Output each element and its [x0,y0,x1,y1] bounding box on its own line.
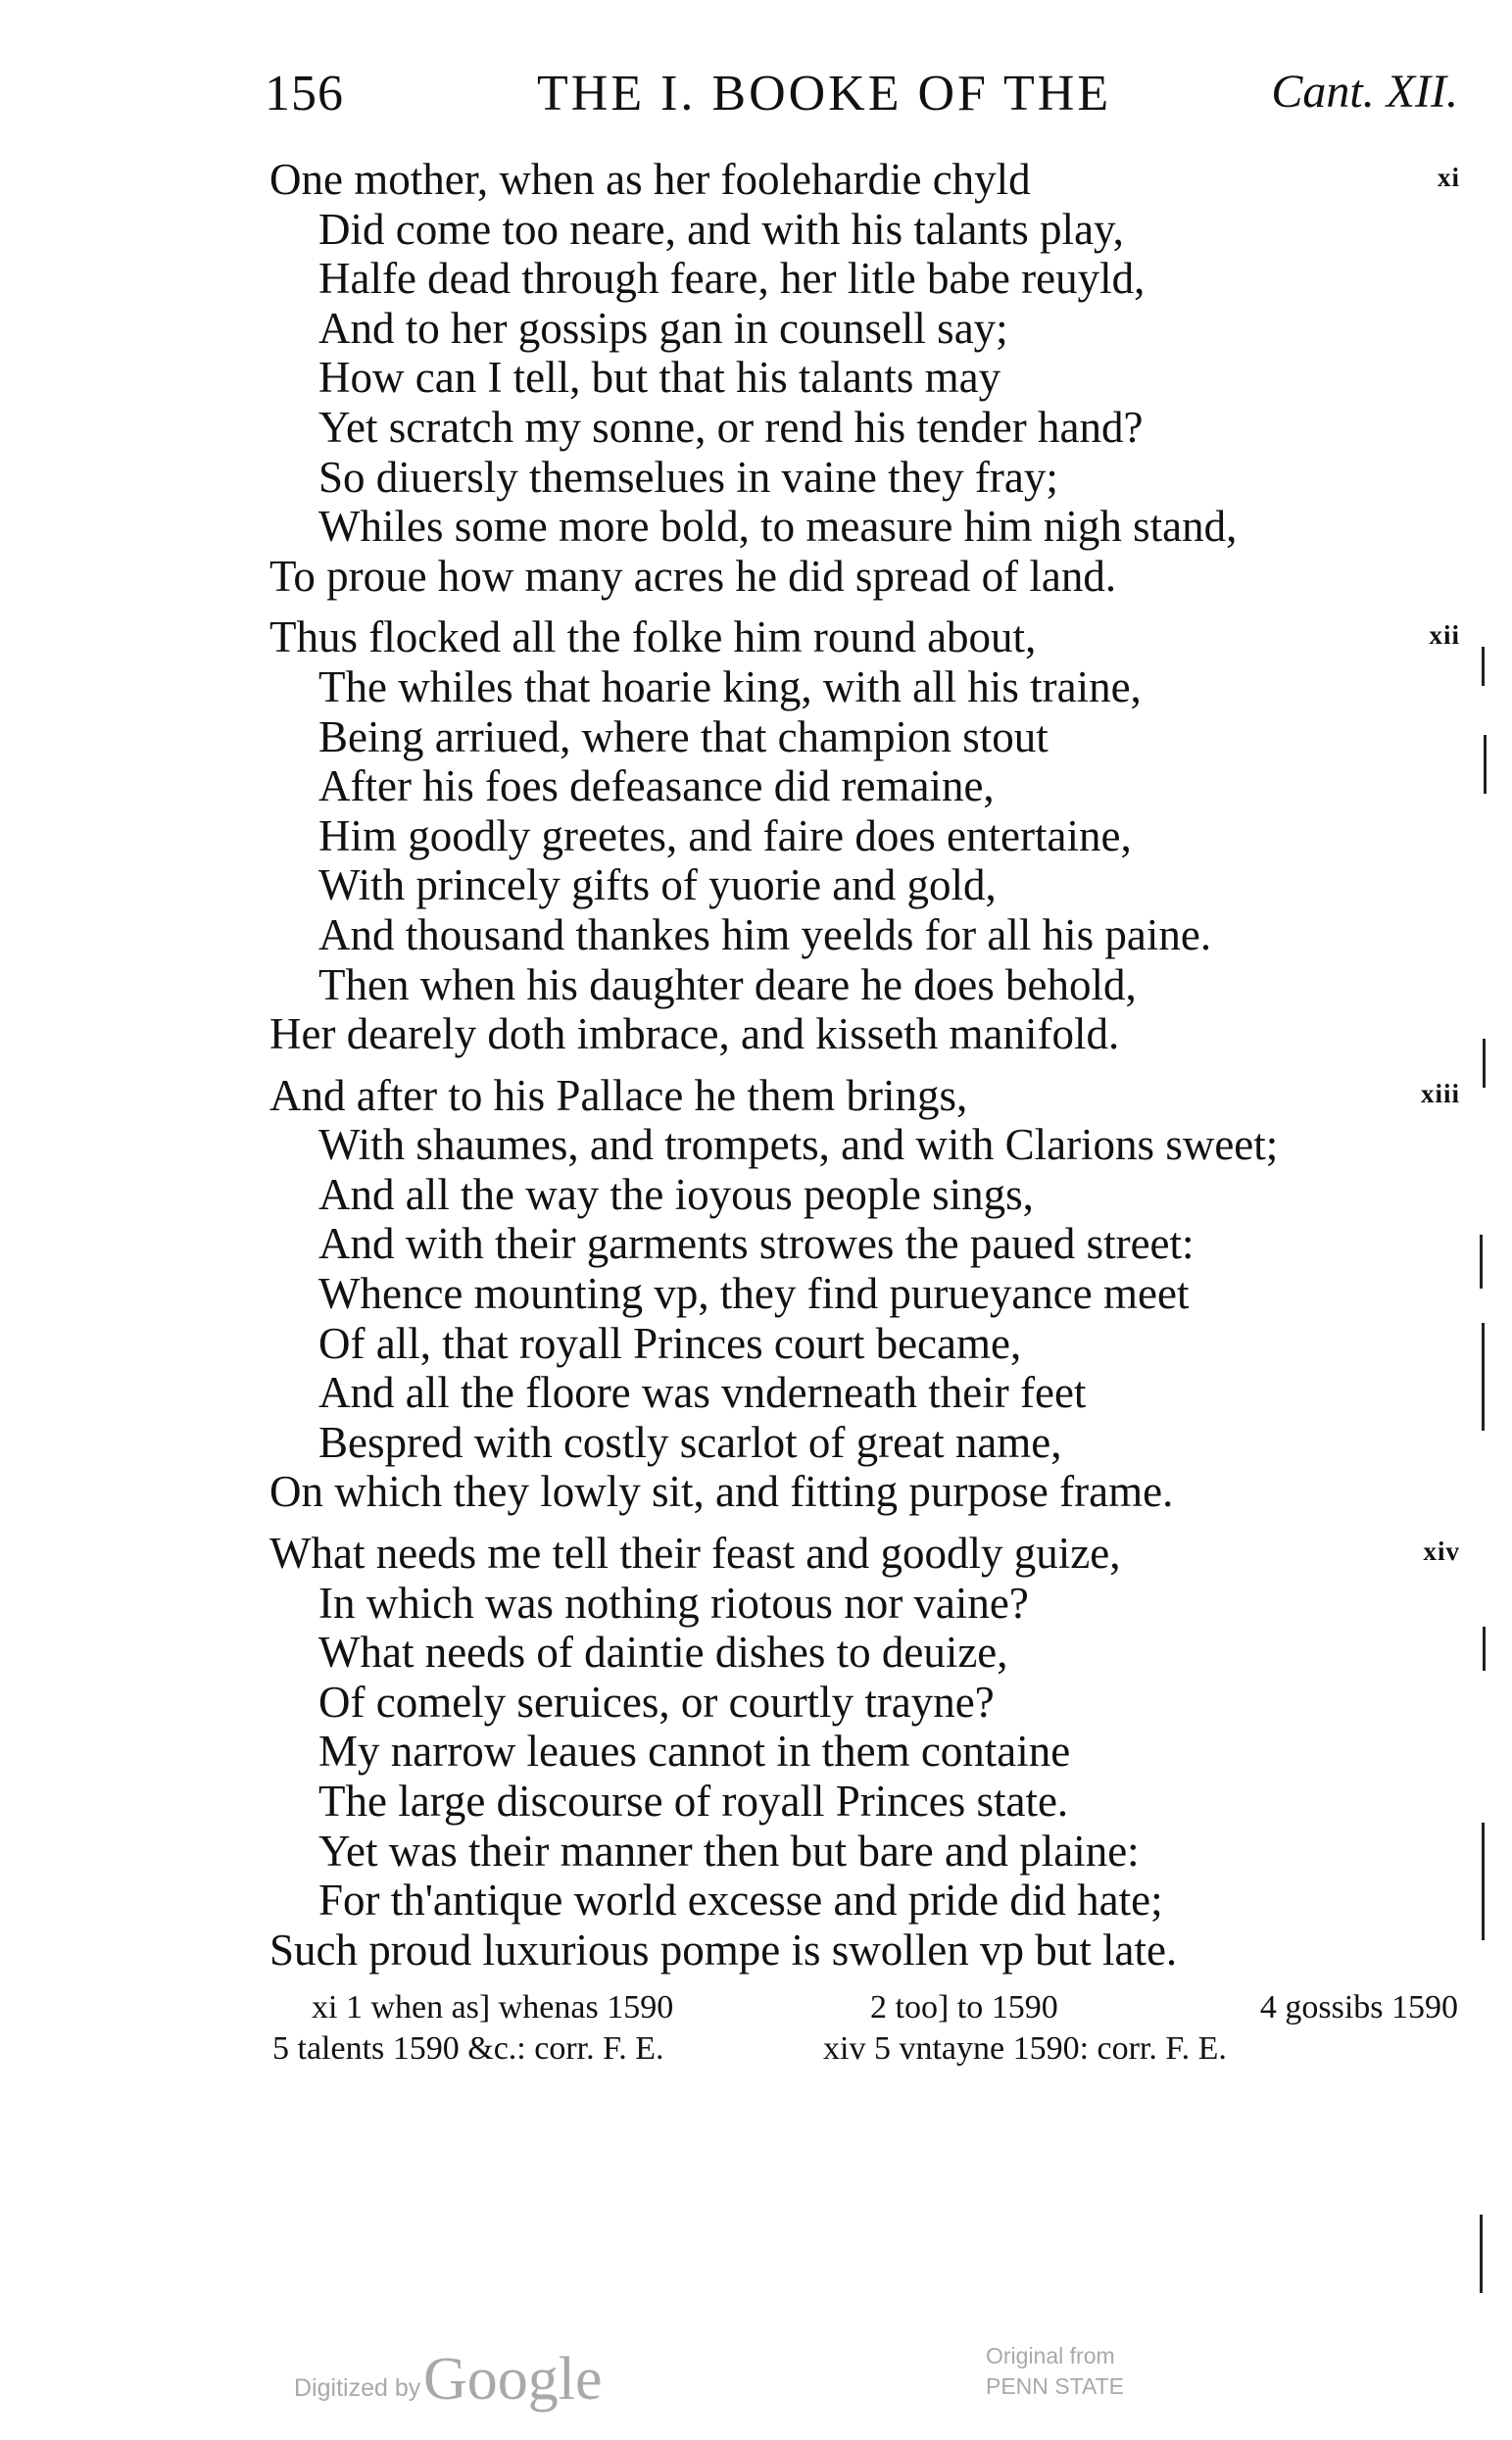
edge-mark [1480,1235,1483,1289]
verse-line: And thousand thankes him yeelds for all his paine. [318,909,1212,959]
verse-line: Did come too neare, and with his talants play, [318,204,1124,254]
note-row [272,2030,1458,2072]
verse-line: The large discourse of royall Princes state. [318,1777,1069,1826]
verse-line: Being arriued, where that champion stout [318,711,1049,761]
note-row [272,1989,1458,2030]
verse-line: And all the way the ioyous people sings, [318,1169,1034,1219]
stanza-number: xiv [1423,1537,1460,1567]
verse-line: How can I tell, but that his talants may [318,353,1001,403]
running-title: THE I. BOOKE OF THE [537,66,1112,122]
google-logo: Google [423,2346,603,2413]
original-from-label: Original from [986,2343,1115,2368]
verse-line: Whiles some more bold, to measure him nigh stand, [318,502,1238,552]
verse-line: Yet scratch my sonne, or rend his tender hand? [318,402,1144,452]
verse-line: And after to his Pallace he them brings, [269,1070,968,1120]
verse-line: And to her gossips gan in counsell say; [318,303,1008,353]
verse-line: Thus flocked all the folke him round about, [269,612,1037,662]
verse-line: The whiles that hoarie king, with all his traine, [318,661,1142,711]
canto-reference: Cant. XII. [1271,66,1458,118]
verse-line: Whence mounting vp, they find purueyance meet [318,1269,1190,1319]
verse-line: In which was nothing riotous nor vaine? [318,1578,1029,1628]
page-number: 156 [265,66,344,122]
verse-line: And all the floore was vnderneath their feet [318,1368,1087,1418]
verse-line: Him goodly greetes, and faire does entertaine, [318,810,1132,860]
verse-line: And with their garments strowes the paued street: [318,1219,1195,1269]
page-header [265,65,1458,143]
institution-label: PENN STATE [986,2373,1124,2399]
page-edge-marks [1470,59,1512,2332]
stanza [269,1529,1460,1975]
verse-line: Halfe dead through feare, her litle babe reuyld, [318,254,1146,304]
verse-line: What needs me tell their feast and goodly guize, [269,1529,1121,1579]
verse-line: With princely gifts of yuorie and gold, [318,860,997,910]
stanza-number: xiii [1420,1078,1460,1108]
verse-line: After his foes defeasance did remaine, [318,761,995,811]
note: 5 talents 1590 &c.: corr. F. E. [272,2030,664,2067]
edge-mark [1482,1323,1485,1431]
verse-line: Of all, that royall Princes court became, [318,1318,1022,1368]
verse-line: Of comely seruices, or courtly trayne? [318,1677,995,1727]
source-attribution [986,2341,1124,2402]
edge-mark [1484,735,1487,794]
stanza-number: xii [1429,620,1460,651]
textual-notes [272,1989,1458,2072]
edge-mark [1482,647,1485,686]
verse-line: Her dearely doth imbrace, and kisseth manifold. [269,1009,1120,1059]
verse-line: Bespred with costly scarlot of great name, [318,1417,1062,1467]
note: xi 1 when as] whenas 1590 [312,1989,674,2025]
note: 2 too] to 1590 [870,1989,1058,2025]
verse-line: My narrow leaues cannot in them containe [318,1727,1071,1777]
note: xiv 5 vntayne 1590: corr. F. E. [823,2030,1227,2067]
verse-line: Yet was their manner then but bare and plaine: [318,1826,1140,1876]
verse-line: To proue how many acres he did spread of land. [269,551,1117,601]
page-footer [0,2337,1512,2435]
stanza [269,612,1460,1058]
stanza-number: xi [1437,163,1460,192]
verse-line: On which they lowly sit, and fitting purpose frame. [269,1467,1174,1517]
verse-line: One mother, when as her foolehardie chyld [269,155,1031,204]
verse-line: What needs of daintie dishes to deuize, [318,1628,1008,1678]
stanza [269,1071,1460,1517]
verse-line: So diuersly themselues in vaine they fray; [318,452,1058,502]
verse-line: With shaumes, and trompets, and with Clarions sweet; [318,1120,1279,1170]
digitized-by-label: Digitized by [294,2374,421,2402]
note: 4 gossibs 1590 [1259,1989,1458,2025]
edge-mark [1482,1823,1485,1940]
edge-mark [1483,1627,1486,1671]
edge-mark [1483,1039,1486,1088]
verse-line: Such proud luxurious pompe is swollen vp but late. [269,1925,1178,1975]
verse-line: For th'antique world excesse and pride did hate; [318,1876,1163,1926]
stanza [269,155,1460,601]
verse-line: Then when his daughter deare he does behold, [318,959,1137,1009]
edge-mark [1480,2215,1483,2293]
poem-text [269,155,1460,1986]
